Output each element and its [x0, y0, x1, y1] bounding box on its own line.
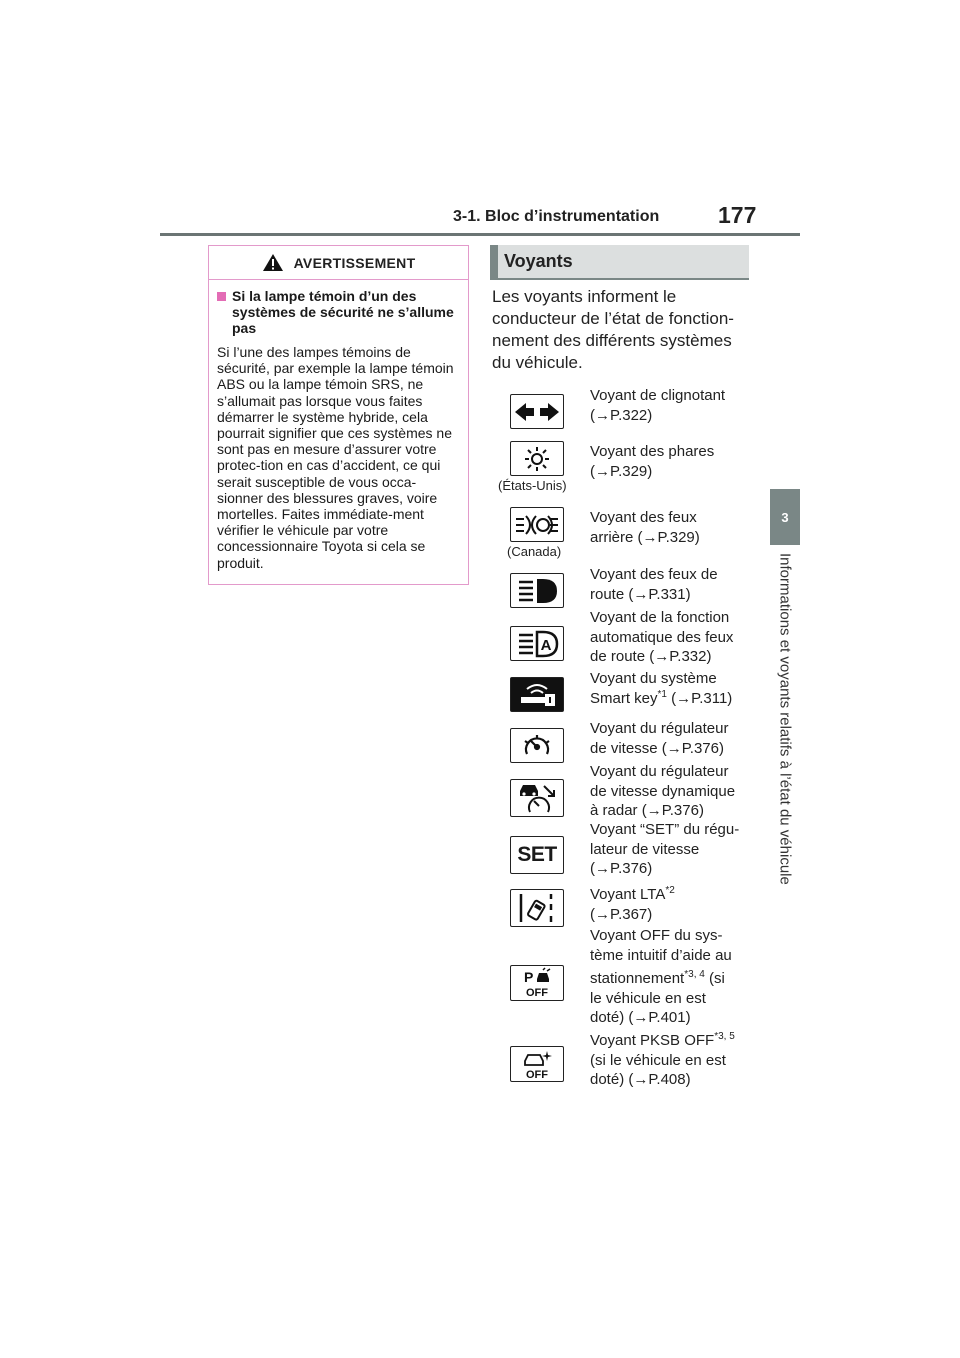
section-heading: Voyants: [490, 245, 749, 278]
warning-triangle-icon: [262, 253, 284, 272]
indicator-smart-key: Voyant du système Smart key$^{*1}$ (→P.311): [590, 670, 733, 707]
svg-text:OFF: OFF: [526, 1069, 548, 1080]
indicator-turn-signal: Voyant de clignotant (→P.322): [590, 387, 726, 424]
chapter-label-bar: [770, 545, 800, 945]
svg-text:A: A: [540, 636, 552, 654]
indicator-parking-sonar: Voyant OFF du sys- tème intuitif d’aide au stationnement$^{*3, 4}$ (si le véhicule en est doté) (→P.401): [590, 927, 732, 1026]
warning-box: [208, 245, 469, 585]
cruise-control-icon: [510, 728, 564, 763]
section-title: 3-1. Bloc d’instrumentation: [453, 208, 660, 225]
set-icon: SET: [510, 836, 564, 874]
radar-cruise-icon: [510, 779, 564, 817]
indicator-pksb: Voyant PKSB OFF$^{*3, 5}$ (si le véhicule en est doté) (→P.408): [590, 1031, 735, 1088]
chapter-tab: 3: [770, 489, 800, 545]
auto-high-beam-icon: [510, 626, 564, 661]
tail-light-icon: [510, 507, 564, 542]
indicator-radar-cruise: Voyant du régulateur de vitesse dynamique à radar (→P.376): [590, 763, 736, 819]
warning-title: AVERTISSEMENT: [293, 254, 416, 271]
smart-key-icon: [510, 677, 564, 712]
caption-canada: (Canada): [507, 544, 562, 559]
indicator-auto-high-beam: Voyant de la fonction automatique des feux de route (→P.332): [590, 609, 734, 665]
indicator-cruise-control: Voyant du régulateur de vitesse (→P.376): [590, 720, 729, 757]
svg-text:OFF: OFF: [526, 987, 548, 999]
parking-sonar-off-icon: [510, 965, 564, 1001]
headlight-icon: [510, 441, 564, 476]
chapter-label: Informations et voyants relatifs à l’état du véhicule: [776, 553, 794, 885]
turn-signal-icon: [510, 394, 564, 429]
warning-subtitle: Si la lampe témoin d’un des systèmes de sécurité ne s’allume pas: [232, 288, 454, 336]
section-intro: Les voyants informent le conducteur de l’état de fonction-nement des différents systèmes du véhicule.: [492, 287, 734, 372]
indicator-lta: Voyant LTA$^{*2}$ (→P.367): [590, 885, 675, 923]
warning-body: Si l’une des lampes témoins de sécurité, par exemple la lampe témoin ABS ou la lampe témoin SRS, ne s’allumait pas lorsque vous faites démarrer le système hybride, cela pourrait signifier que ces systèmes ne sont pas en mesure d’assurer votre protec-tion en cas d’accident, ce qui serait susceptible de vous occa-sionner des blessures graves, voire mortelles. Faites immédiate-ment vérifier le véhicule par votre concessionnaire Toyota si cela se produit.: [217, 344, 454, 571]
svg-text:P: P: [524, 969, 534, 985]
caption-usa: (États-Unis): [498, 478, 567, 493]
warning-subtitle-row: [209, 280, 468, 336]
section-heading-rule: [490, 278, 749, 280]
indicator-high-beam: Voyant des feux de route (→P.331): [590, 566, 718, 603]
indicator-set: Voyant “SET” du régu- lateur de vitesse (→P.376): [590, 821, 740, 877]
header-rule: [160, 233, 800, 236]
high-beam-icon: [510, 573, 564, 608]
warning-header: [209, 246, 468, 280]
pksb-off-icon: [510, 1046, 564, 1082]
page-number: 177: [718, 202, 757, 228]
indicator-headlights: Voyant des phares (→P.329): [590, 443, 715, 480]
bullet-square-icon: [217, 292, 226, 301]
lta-icon: [510, 889, 564, 927]
indicator-tail-lights: Voyant des feux arrière (→P.329): [590, 509, 700, 546]
